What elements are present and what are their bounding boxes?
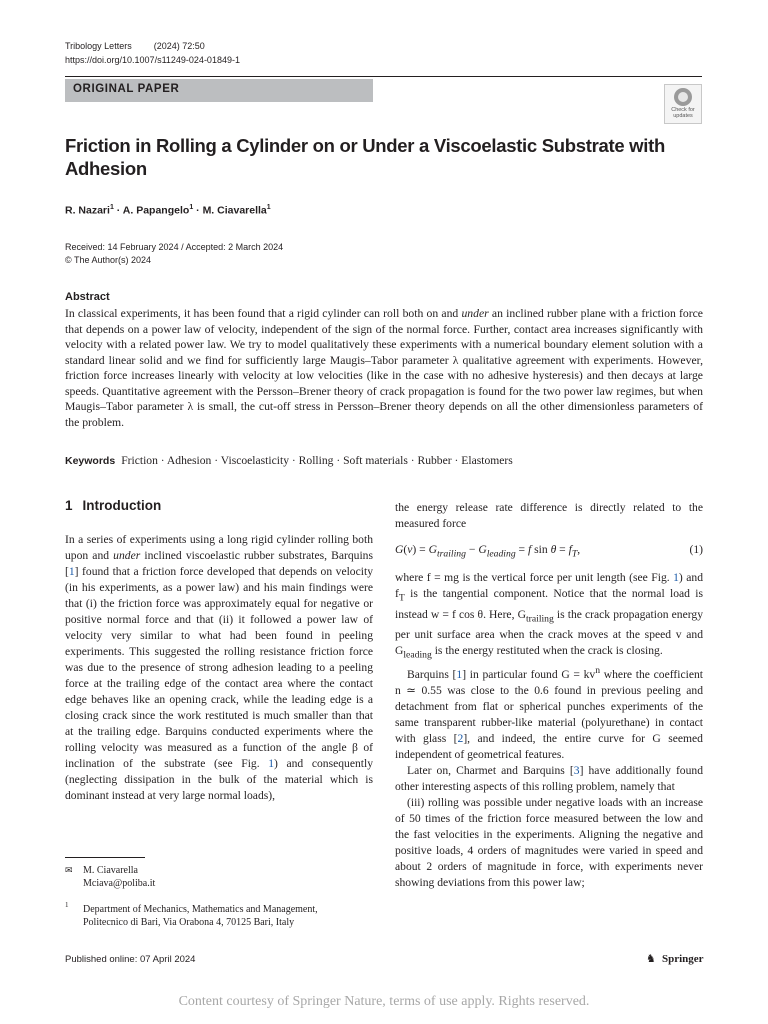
doi-link[interactable]: https://doi.org/10.1007/s11249-024-01849-1 [65,55,240,65]
corresponding-author [65,864,156,889]
author-affiliation-mark: 1 [109,204,114,211]
header-rule [65,76,702,77]
keywords [65,454,513,467]
affiliation-mark: 1 [65,901,69,909]
paragraph: (iii) rolling was possible under negative loads with an increase of 50 times of the friction force measured between the low and the fast velocities in the experiments. Aligning the negative and positive loads, 4 orders of magnitudes were varied in speed and about 2 orders of magnitude in force, with experiments never showing deviations from this power law; [395,796,703,890]
author-name[interactable]: A. Papangelo [122,204,190,217]
author-name[interactable]: M. Ciavarella [202,204,267,217]
springer-horse-icon: ♞ [646,952,656,965]
article-type-banner: ORIGINAL PAPER [65,79,373,102]
paragraph: Later on, Charmet and Barquins [3] have additionally found other interesting aspects of this rolling problem, namely that [395,764,703,794]
corresponding-name: M. Ciavarella [83,865,138,876]
section-heading [65,498,161,513]
published-online: Published online: 07 April 2024 [65,954,196,965]
check-for-updates-badge[interactable] [664,84,702,124]
paragraph: Barquins [1] in particular found $G = kv^n$ where the coefficient n ≃ 0.55 was close to the 0.6 found in previous peeling and detachment from flat or spherical punches experiments of the same transparent rubber-like material (polyurethane) in contact with glass [2], and indeed, the entire curve for G seemed independent of geometrical features. [395,665,703,762]
equation-1 [395,542,703,562]
citation-link[interactable]: 1 [456,668,463,682]
author-name[interactable]: R. Nazari [65,204,110,217]
article-dates [65,241,283,267]
envelope-icon: ✉ [65,865,73,875]
copyright: © The Author(s) 2024 [65,255,152,265]
citation-link[interactable]: 3 [573,764,580,778]
keywords-heading: Keywords [65,455,116,467]
author-affiliation-mark: 1 [189,204,194,211]
publisher-name: Springer [662,953,704,965]
received-accepted: Received: 14 February 2024 / Accepted: 2 March 2024 [65,242,284,252]
corresponding-email[interactable]: Mciava@poliba.it [83,878,156,889]
footnote-rule [65,857,145,858]
author-affiliation-mark: 1 [266,204,271,211]
check-updates-label-1: Check for [671,107,695,113]
courtesy-notice: Content courtesy of Springer Nature, terms of use apply. Rights reserved. [178,994,590,1009]
journal-volume: (2024) 72:50 [153,41,205,51]
figure-link[interactable]: 1 [673,571,679,585]
citation-link[interactable]: 2 [457,732,464,746]
paragraph: where f = mg is the vertical force per unit length (see Fig. 1) and $f_T$ is the tangential component. Notice that the normal load is instead w = f cos θ. Here, $G_{trailing}$ is the crack propagation energy per unit surface area when the crack moves at the speed v and $G_{leading}$ is the energy restituted when the crack is closing. [395,571,704,661]
section-number: 1 [65,498,73,513]
affiliation-line: Department of Mechanics, Mathematics and Management, [83,904,318,915]
affiliation-line: Politecnico di Bari, Via Orabona 4, 70125 Bari, Italy [83,917,295,928]
equation-number: (1) [689,543,703,556]
right-column [395,500,703,891]
paragraph: the energy release rate difference is directly related to the measured force [395,501,703,530]
author-list: R. Nazari$^1$ · A. Papangelo$^1$ · M. Ciavarella$^1$ [65,204,271,217]
section-title: Introduction [82,498,162,513]
journal-header [65,41,205,51]
paragraph: In a series of experiments using a long rigid cylinder rolling both upon and under inclined viscoelastic rubber substrates, Barquins [1] found that a friction force developed that depends on velocity (in his experiments, as a power law) and his main findings were that (i) the friction force was approximately equal for negative or positive normal force and that (ii) it followed a power law of velocity very similar to what had been found in peeling experiments. This suggested the rolling resistance friction force was due to the presence of strong adhesion leading to a peeling force at the trailing edge of the contact area where the contact edge behaves like an opening crack, while the leading edge is a closing crack since the work restituted is much smaller than that at the trailing edge. Barquins conducted experiments where the rolling velocity was measured as a function of the angle β of inclination of the substrate (see Fig. 1) and consequently (neglecting dissipation in the bulk of the material which is dominant instead at very large normal loads), [65,533,373,802]
check-updates-icon [674,88,692,106]
publisher-logo [646,952,704,965]
article-title: Friction in Rolling a Cylinder on or Under a Viscoelastic Substrate with Adhesion [65,135,665,179]
keywords-list: Friction · Adhesion · Viscoelasticity · Rolling · Soft materials · Rubber · Elastomers [121,454,513,467]
abstract-heading: Abstract [65,291,110,303]
check-updates-label-2: updates [673,113,693,119]
journal-name: Tribology Letters [65,41,132,51]
figure-link[interactable]: 1 [268,757,275,770]
abstract-text: In classical experiments, it has been found that a rigid cylinder can roll both on and under an inclined rubber plane with a friction force that depends on a power law of velocity, independent of the sign of the normal force. Further, contact area increases significantly with velocity with a related power law. We try to model qualitatively these experiments with a numerical boundary element solution with a standard linear solid and we find for sufficiently large Maugis–Tabor parameter λ qualitative agreement with experiments. However, friction force increases linearly with velocity at low velocities (like in the case with no adhesive hysteresis) and then decays at large speeds. Quantitative agreement with the Persson–Brener theory of crack propagation is found for the two power law regimes, but when Maugis–Tabor parameter λ is small, the cut-off stress in Persson–Brener theory depends on all the other dimensionless parameters of the problem. [65,307,703,429]
left-column [65,532,373,804]
citation-link[interactable]: 1 [68,565,75,578]
equation-body: $G(v) = G_{trailing} - G_{leading} = f$ $\sin \theta = f_T$, [395,543,581,560]
